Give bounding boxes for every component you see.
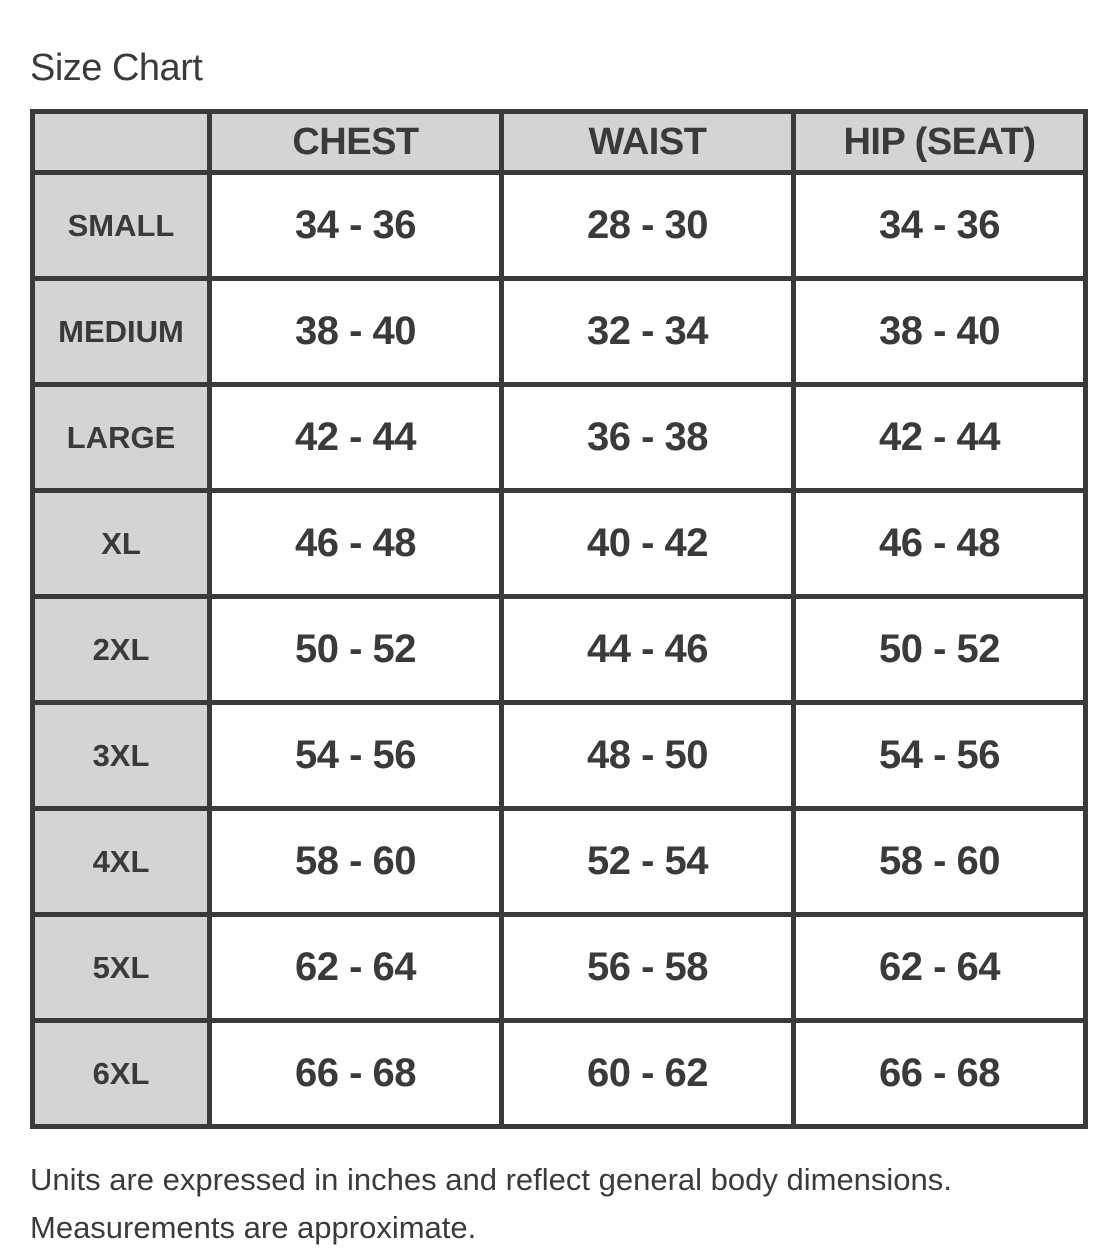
row-label-size: SMALL <box>33 173 210 279</box>
table-row <box>33 279 1086 385</box>
row-label-size: 3XL <box>33 703 210 809</box>
column-header-size <box>33 112 210 173</box>
waist-cell: 28 - 30 <box>502 173 794 279</box>
table-row <box>33 703 1086 809</box>
hip-cell: 54 - 56 <box>794 703 1086 809</box>
hip-cell: 66 - 68 <box>794 1021 1086 1127</box>
table-row <box>33 915 1086 1021</box>
table-row <box>33 385 1086 491</box>
chest-cell: 46 - 48 <box>210 491 502 597</box>
units-note: Units are expressed in inches and reflect general body dimensions. <box>30 1162 952 1197</box>
chest-cell: 62 - 64 <box>210 915 502 1021</box>
row-label-size: 2XL <box>33 597 210 703</box>
table-row <box>33 173 1086 279</box>
row-label-size: 4XL <box>33 809 210 915</box>
size-chart-notes <box>30 1156 952 1252</box>
chest-cell: 34 - 36 <box>210 173 502 279</box>
waist-cell: 60 - 62 <box>502 1021 794 1127</box>
chest-cell: 54 - 56 <box>210 703 502 809</box>
row-label-size: 6XL <box>33 1021 210 1127</box>
waist-cell: 44 - 46 <box>502 597 794 703</box>
chest-cell: 38 - 40 <box>210 279 502 385</box>
hip-cell: 50 - 52 <box>794 597 1086 703</box>
waist-cell: 52 - 54 <box>502 809 794 915</box>
hip-cell: 58 - 60 <box>794 809 1086 915</box>
chest-cell: 66 - 68 <box>210 1021 502 1127</box>
chest-cell: 42 - 44 <box>210 385 502 491</box>
table-row <box>33 597 1086 703</box>
table-row <box>33 809 1086 915</box>
row-label-size: 5XL <box>33 915 210 1021</box>
row-label-size: LARGE <box>33 385 210 491</box>
hip-cell: 38 - 40 <box>794 279 1086 385</box>
waist-cell: 48 - 50 <box>502 703 794 809</box>
approximation-note: Measurements are approximate. <box>30 1210 477 1245</box>
chest-cell: 50 - 52 <box>210 597 502 703</box>
hip-cell: 62 - 64 <box>794 915 1086 1021</box>
waist-cell: 56 - 58 <box>502 915 794 1021</box>
waist-cell: 36 - 38 <box>502 385 794 491</box>
row-label-size: MEDIUM <box>33 279 210 385</box>
table-row <box>33 491 1086 597</box>
page-title: Size Chart <box>30 47 203 89</box>
hip-cell: 42 - 44 <box>794 385 1086 491</box>
column-header-chest: CHEST <box>210 112 502 173</box>
table-header-row <box>33 112 1086 173</box>
chest-cell: 58 - 60 <box>210 809 502 915</box>
waist-cell: 32 - 34 <box>502 279 794 385</box>
hip-cell: 46 - 48 <box>794 491 1086 597</box>
table-row <box>33 1021 1086 1127</box>
hip-cell: 34 - 36 <box>794 173 1086 279</box>
waist-cell: 40 - 42 <box>502 491 794 597</box>
row-label-size: XL <box>33 491 210 597</box>
column-header-hip: HIP (SEAT) <box>794 112 1086 173</box>
column-header-waist: WAIST <box>502 112 794 173</box>
size-chart-table <box>30 109 1088 1129</box>
